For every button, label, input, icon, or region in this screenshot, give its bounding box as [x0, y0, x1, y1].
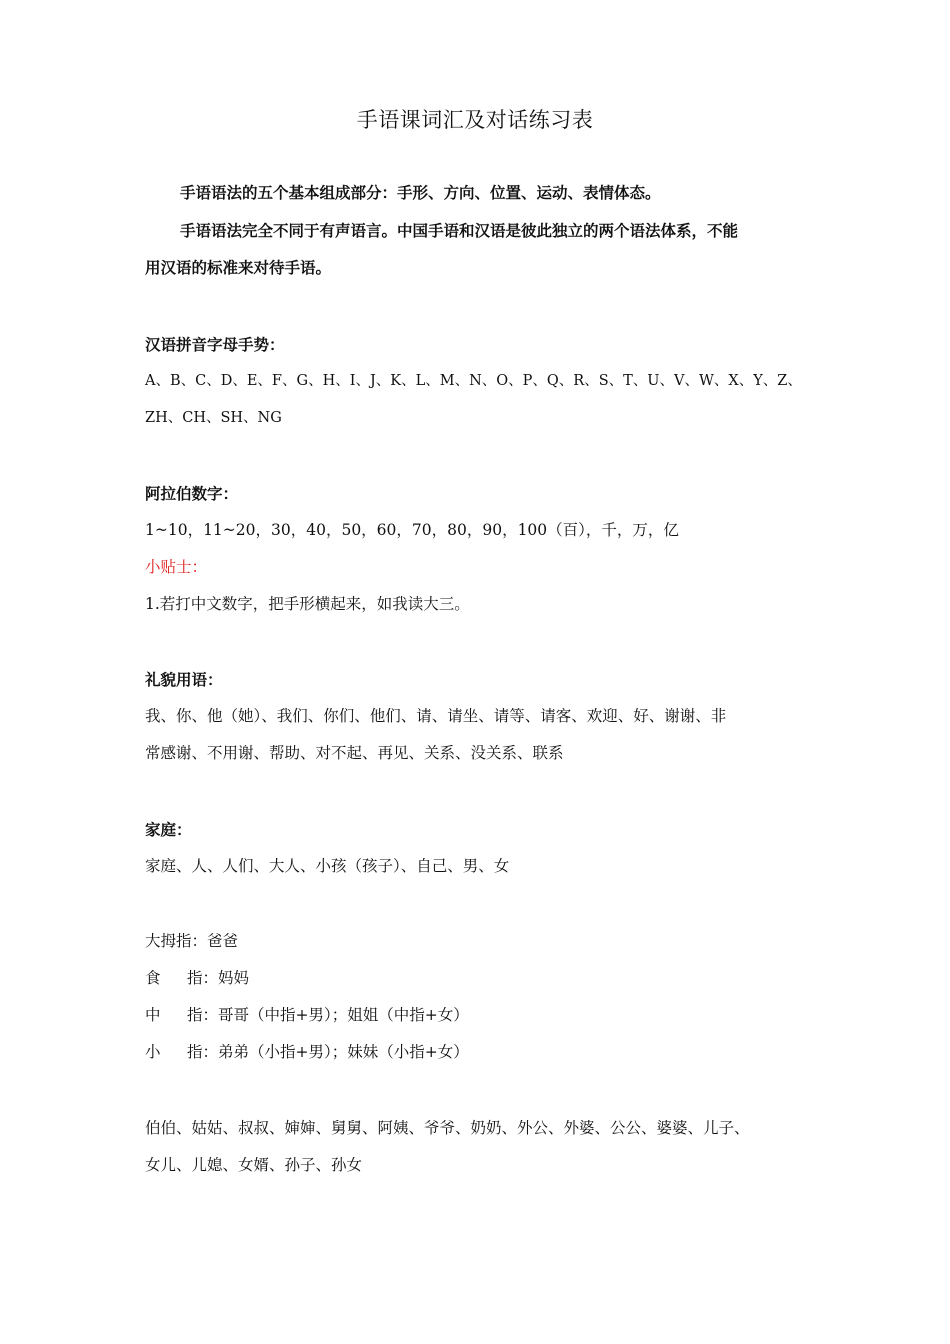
grammar-difference-text-2: 用汉语的标准来对待手语。 [145, 259, 332, 277]
middle-finger-row [145, 1004, 469, 1026]
polite-words-1: 我、你、他（她）、我们、你们、他们、请、请坐、请等、请客、欢迎、好、谢谢、非 [145, 707, 727, 725]
little-finger-row [145, 1041, 469, 1063]
numbers-heading: 阿拉伯数字： [145, 485, 239, 503]
relatives-list-1: 伯伯、姑姑、叔叔、婶婶、舅舅、阿姨、爷爷、奶奶、外公、外婆、公公、婆婆、儿子、 [145, 1119, 750, 1137]
index-finger-row [145, 967, 249, 989]
polite-words-2: 常感谢、不用谢、帮助、对不起、再见、关系、没关系、联系 [145, 744, 564, 762]
middle-finger-value: 哥哥（中指+男）；姐姐（中指+女） [218, 1006, 469, 1024]
little-finger-value: 弟弟（小指+男）；妹妹（小指+女） [218, 1043, 469, 1061]
grammar-difference-text-1: 手语语法完全不同于有声语言。中国手语和汉语是彼此独立的两个语法体系，不能 [180, 222, 739, 240]
grammar-components-text: 手语语法的五个基本组成部分：手形、方向、位置、运动、表情体态。 [180, 184, 661, 202]
family-heading: 家庭： [145, 821, 192, 839]
little-finger-label-2: 指： [187, 1043, 219, 1061]
polite-heading: 礼貌用语： [145, 671, 223, 689]
index-finger-label-2: 指： [187, 969, 219, 987]
relatives-list-2: 女儿、儿媳、女婿、孙子、孙女 [145, 1156, 363, 1174]
pinyin-letters-1: A、B、C、D、E、F、G、H、I、J、K、L、M、N、O、P、Q、R、S、T、U、V、W、X、Y、Z、 [145, 373, 802, 389]
numbers-list: 1~10，11~20，30，40，50，60，70，80，90，100（百），千，万，亿 [145, 521, 679, 539]
index-finger-value: 妈妈 [218, 969, 250, 987]
pinyin-letters-2: ZH、CH、SH、NG [145, 410, 282, 426]
family-words: 家庭、人、人们、大人、小孩（孩子）、自己、男、女 [145, 857, 510, 875]
middle-finger-label-2: 指： [187, 1006, 219, 1024]
thumb-row: 大拇指：爸爸 [145, 932, 239, 950]
document-title: 手语课词汇及对话练习表 [356, 108, 594, 132]
tip-label: 小贴士： [145, 558, 208, 576]
tip-item-1: 1.若打中文数字，把手形横起来，如我读大三。 [145, 595, 470, 613]
pinyin-heading: 汉语拼音字母手势： [145, 336, 285, 354]
middle-finger-label-1: 中 [145, 1006, 161, 1024]
little-finger-label-1: 小 [145, 1043, 161, 1061]
index-finger-label-1: 食 [145, 969, 161, 987]
